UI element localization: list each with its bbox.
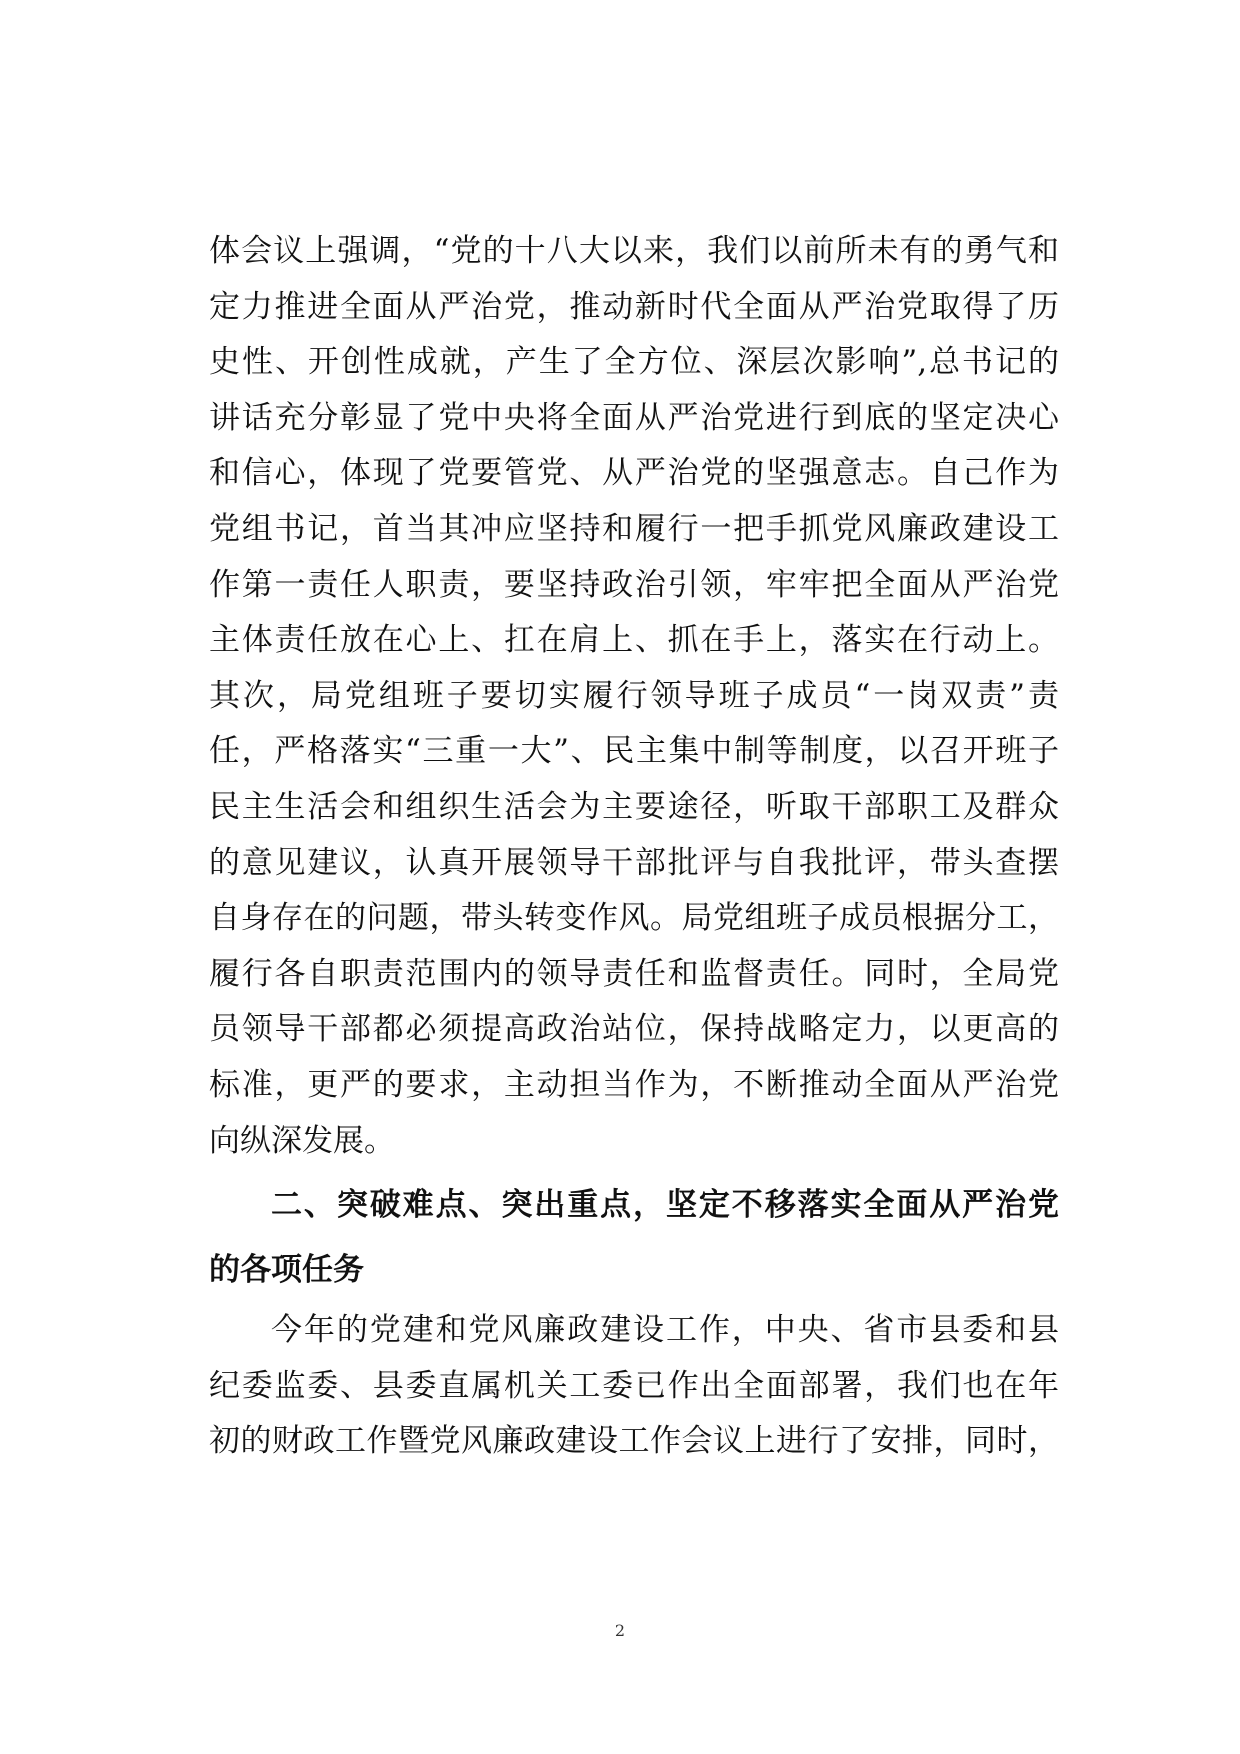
text-line: 史性、开创性成就，产生了全方位、深层次影响”,总书记的: [209, 344, 1059, 381]
text-line: 今年的党建和党风廉政建设工作，中央、省市县委和县: [271, 1312, 1059, 1349]
text-line: 任，严格落实“三重一大”、民主集中制等制度，以召开班子: [209, 733, 1059, 770]
text-line: 讲话充分彰显了党中央将全面从严治党进行到底的坚定决心: [209, 399, 1059, 436]
text-line: 标准，更严的要求，主动担当作为，不断推动全面从严治党: [209, 1066, 1059, 1103]
text-line: 定力推进全面从严治党，推动新时代全面从严治党取得了历: [209, 288, 1059, 325]
page-number: 2: [614, 1621, 626, 1640]
text-line: 员领导干部都必须提高政治站位，保持战略定力，以更高的: [209, 1011, 1059, 1048]
text-line: 的意见建议，认真开展领导干部批评与自我批评，带头查摆: [209, 844, 1059, 881]
paragraph-2: [209, 1303, 1059, 1470]
text-line: 向纵深发展。: [209, 1122, 395, 1159]
section-heading: [209, 1173, 1059, 1303]
heading-line: 二、突破难点、突出重点，坚定不移落实全面从严治党: [271, 1187, 1059, 1224]
text-line: 民主生活会和组织生活会为主要途径，听取干部职工及群众: [209, 788, 1059, 825]
text-line: 纪委监委、县委直属机关工委已作出全面部署，我们也在年: [209, 1367, 1059, 1404]
text-line: 和信心，体现了党要管党、从严治党的坚强意志。自己作为: [209, 455, 1059, 492]
paragraph-1: [209, 224, 1059, 1169]
text-line: 主体责任放在心上、扛在肩上、抓在手上，落实在行动上。: [209, 622, 1059, 659]
text-line: 体会议上强调，“党的十八大以来，我们以前所未有的勇气和: [209, 233, 1059, 269]
text-line: 履行各自职责范围内的领导责任和监督责任。同时，全局党: [209, 955, 1059, 992]
text-line: 自身存在的问题，带头转变作风。局党组班子成员根据分工，: [209, 900, 1059, 937]
text-line: 党组书记，首当其冲应坚持和履行一把手抓党风廉政建设工: [209, 510, 1059, 547]
text-line: 其次，局党组班子要切实履行领导班子成员“一岗双责”责: [209, 677, 1059, 714]
text-line: 初的财政工作暨党风廉政建设工作会议上进行了安排，同时，: [209, 1423, 1059, 1460]
heading-line: 的各项任务: [209, 1252, 364, 1289]
text-line: 作第一责任人职责，要坚持政治引领，牢牢把全面从严治党: [209, 566, 1059, 603]
document-body: [209, 224, 1059, 1470]
